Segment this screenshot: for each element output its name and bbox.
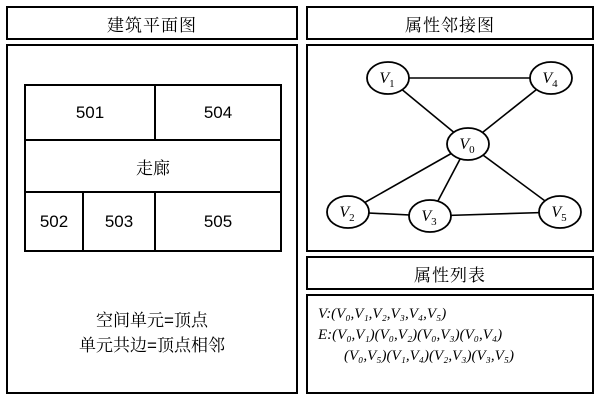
graph-node-V5[interactable] xyxy=(539,196,581,228)
floorplan-panel xyxy=(6,44,298,394)
graph-node-V2[interactable] xyxy=(327,196,369,228)
graph-node-label: $V_5$ xyxy=(551,204,567,224)
attribute-list-title-box xyxy=(306,256,594,290)
attribute-list-formulas xyxy=(318,304,584,367)
floorplan-grid xyxy=(24,84,282,252)
floorplan-caption-line-2: 单元共边=顶点相邻 xyxy=(79,336,225,355)
graph-node-label: $V_1$ xyxy=(379,70,395,90)
adjacency-graph-panel xyxy=(306,44,594,252)
floorplan-title: 建筑平面图 xyxy=(107,15,197,35)
floorplan-corridor: 走廊 xyxy=(26,141,280,193)
attribute-list-line-3: (V₀,V₅)(V₁,V₄)(V₂,V₃)(V₃,V₅) xyxy=(344,348,514,364)
graph-node-label: $V_3$ xyxy=(421,208,437,228)
floorplan-caption-line-1: 空间单元=顶点 xyxy=(96,311,208,330)
floorplan-title-box xyxy=(6,6,298,40)
graph-node-V0[interactable] xyxy=(447,128,489,160)
graph-node-V1[interactable] xyxy=(367,62,409,94)
attribute-list-line-2: E:(V₀,V₁)(V₀,V₂)(V₀,V₃)(V₀,V₄) xyxy=(318,327,503,343)
graph-node-V3[interactable] xyxy=(409,200,451,232)
graph-node-label: $V_2$ xyxy=(339,204,355,224)
floorplan-room-501: 501 xyxy=(26,86,156,141)
graph-title-box xyxy=(306,6,594,40)
graph-node-label: $V_4$ xyxy=(542,70,558,90)
attribute-list-panel xyxy=(306,294,594,394)
attribute-list-line-1: V:(V₀,V₁,V₂,V₃,V₄,V₅) xyxy=(318,306,447,322)
floorplan-caption xyxy=(8,308,296,358)
floorplan-room-503: 503 xyxy=(84,193,156,250)
floorplan-room-505: 505 xyxy=(203,211,233,231)
floorplan-room-502: 502 xyxy=(26,193,84,250)
graph-node-label: $V_0$ xyxy=(459,136,475,156)
graph-node-V4[interactable] xyxy=(530,62,572,94)
attribute-list-title: 属性列表 xyxy=(414,265,486,285)
floorplan-room-504: 504 xyxy=(156,86,280,141)
adjacency-graph-svg xyxy=(308,46,592,250)
graph-title: 属性邻接图 xyxy=(405,15,495,35)
